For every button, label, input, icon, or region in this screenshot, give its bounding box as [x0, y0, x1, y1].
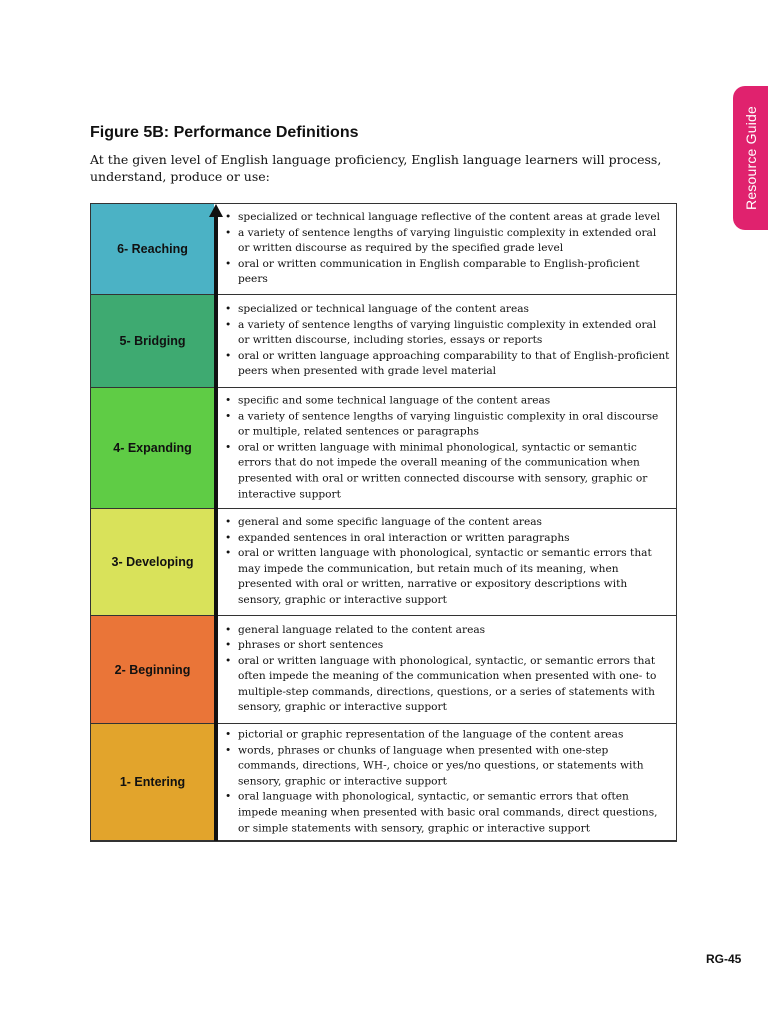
level-row [91, 616, 676, 724]
level-description-list [223, 302, 670, 380]
level-description-list [223, 515, 670, 609]
description-item: • a variety of sentence lengths of varying linguistic complexity in extended oral or written discourse, including stories, essays or reports [223, 318, 670, 349]
description-item: • oral or written communication in English comparable to English-proficient peers [223, 257, 670, 288]
description-item: • specialized or technical language reflective of the content areas at grade level [223, 210, 670, 226]
description-item: • general and some specific language of the content areas [223, 515, 670, 531]
level-label: 2- Beginning [91, 616, 214, 723]
description-item: • oral or written language approaching comparability to that of English-proficient peers when presented with grade level material [223, 349, 670, 380]
description-item: • pictorial or graphic representation of the language of the content areas [223, 727, 670, 743]
level-label: 6- Reaching [91, 204, 214, 294]
description-item: • oral language with phonological, syntactic, or semantic errors that often impede meaning when presented with basic oral commands, direct questions, or simple statements with sensory, graphic or interactive support [223, 790, 670, 837]
level-label: 1- Entering [91, 724, 214, 840]
level-description-list [223, 210, 670, 288]
performance-definitions-table [90, 203, 677, 842]
description-item: • expanded sentences in oral interaction or written paragraphs [223, 531, 670, 547]
level-row [91, 204, 676, 295]
description-item: • phrases or short sentences [223, 638, 670, 654]
description-item: • oral or written language with minimal phonological, syntactic or semantic errors that do not impede the overall meaning of the communication when presented with oral or written connected discourse with sensory, graphic or interactive support [223, 440, 670, 502]
progression-axis [214, 216, 218, 841]
figure-title: Figure 5B: Performance Definitions [90, 124, 359, 141]
level-label: 4- Expanding [91, 388, 214, 508]
level-description-list [223, 727, 670, 836]
resource-guide-label: Resource Guide [742, 106, 759, 210]
description-item: • general language related to the content areas [223, 623, 670, 639]
level-label: 5- Bridging [91, 295, 214, 387]
level-description-list [223, 393, 670, 502]
level-label: 3- Developing [91, 509, 214, 615]
page-number: RG-45 [706, 952, 742, 966]
resource-guide-tab [733, 86, 768, 230]
level-row [91, 295, 676, 388]
description-item: • a variety of sentence lengths of varying linguistic complexity in oral discourse or multiple, related sentences or paragraphs [223, 409, 670, 440]
description-item: • a variety of sentence lengths of varying linguistic complexity in extended oral or written discourse as required by the specified grade level [223, 226, 670, 257]
level-description-list [223, 623, 670, 717]
description-item: • specific and some technical language of the content areas [223, 393, 670, 409]
intro-text: At the given level of English language proficiency, English language learners will process, understand, produce or use: [90, 152, 662, 184]
description-item: • oral or written language with phonological, syntactic, or semantic errors that often impede the meaning of the communication when presented with one- to multiple-step commands, directions, questions, or a series of statements with sensory, graphic or interactive support [223, 654, 670, 716]
up-arrow-icon [209, 204, 223, 217]
level-row [91, 388, 676, 509]
description-item: • words, phrases or chunks of language when presented with one-step commands, directions, WH-, choice or yes/no questions, or statements with sensory, graphic or interactive support [223, 743, 670, 790]
level-row [91, 724, 676, 841]
description-item: • specialized or technical language of the content areas [223, 302, 670, 318]
description-item: • oral or written language with phonological, syntactic or semantic errors that may impede the communication, but retain much of its meaning, when presented with oral or written, narrative or expository descriptions with sensory, graphic or interactive support [223, 546, 670, 608]
level-row [91, 509, 676, 616]
